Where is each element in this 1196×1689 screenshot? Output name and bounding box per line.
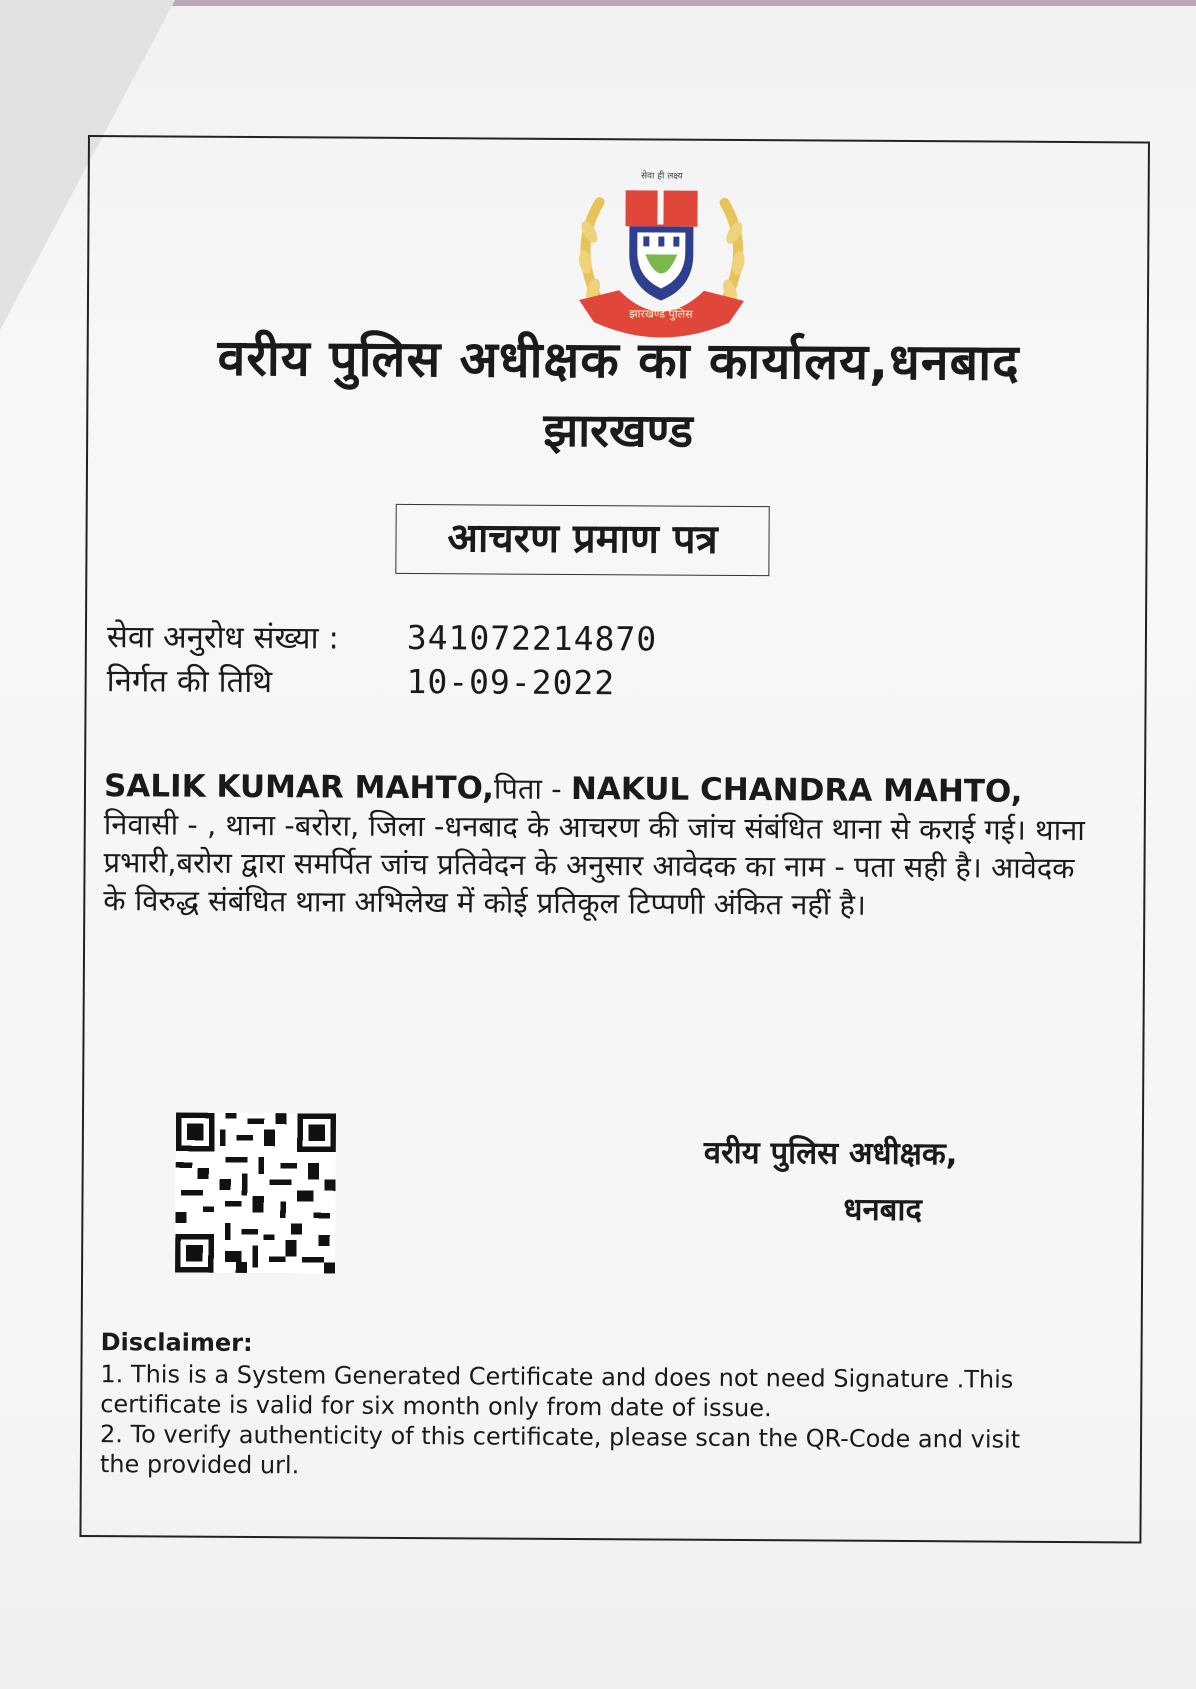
signature-place: धनबाद bbox=[843, 1191, 923, 1229]
applicant-name: SALIK KUMAR MAHTO, bbox=[103, 768, 495, 807]
police-emblem-icon bbox=[559, 162, 765, 345]
disclaimer-heading: Disclaimer: bbox=[100, 1328, 253, 1358]
qr-code-icon bbox=[175, 1113, 336, 1274]
father-label: पिता - bbox=[493, 771, 572, 806]
service-request-label: सेवा अनुरोध संख्या : bbox=[106, 619, 340, 657]
disclaimer-item-2: 2. To verify authenticity of this certificate, please scan the QR-Code and visit the provided url. bbox=[99, 1420, 1021, 1480]
certificate-frame bbox=[79, 135, 1150, 1543]
certificate-title: आचरण प्रमाण पत्र bbox=[395, 504, 769, 576]
certificate-body bbox=[103, 767, 1104, 925]
top-edge-strip bbox=[0, 0, 1196, 6]
body-paragraph: निवासी - , थाना -बरोरा, जिला -धनबाद के आचरण की जांच संबंधित थाना से कराई गई। थाना प्रभारी,बरोरा द्वारा समर्पित जांच प्रतिवेदन के अनुसार आवेदक का नाम - पता सही है। आवेदक के विरुद्ध संबंधित थाना अभिलेख में कोई प्रतिकूल टिप्पणी अंकित नहीं है। bbox=[103, 807, 1085, 922]
office-state: झारखण्ड bbox=[543, 402, 694, 458]
signature-title: वरीय पुलिस अधीक्षक, bbox=[703, 1134, 958, 1173]
emblem-motto: सेवा ही लक्ष्य bbox=[640, 171, 683, 182]
disclaimer-item-1: 1. This is a System Generated Certificate and does not need Signature .This certificate is valid for six month only from date of issue. bbox=[100, 1360, 1014, 1423]
signature-block bbox=[703, 1131, 1054, 1231]
service-request-number: 341072214870 bbox=[406, 617, 658, 659]
disclaimer bbox=[100, 1327, 1061, 1485]
emblem-ribbon-text: झारखण्ड पुलिस bbox=[629, 307, 693, 321]
issue-date-label: निर्गत की तिथि bbox=[106, 663, 273, 701]
service-request-row bbox=[107, 615, 658, 660]
issue-date-value: 10-09-2022 bbox=[406, 661, 616, 703]
father-name: NAKUL CHANDRA MAHTO, bbox=[570, 770, 1023, 810]
issue-date-row bbox=[107, 659, 616, 704]
office-title: वरीय पुलिस अधीक्षक का कार्यालय,धनबाद bbox=[217, 328, 1020, 392]
